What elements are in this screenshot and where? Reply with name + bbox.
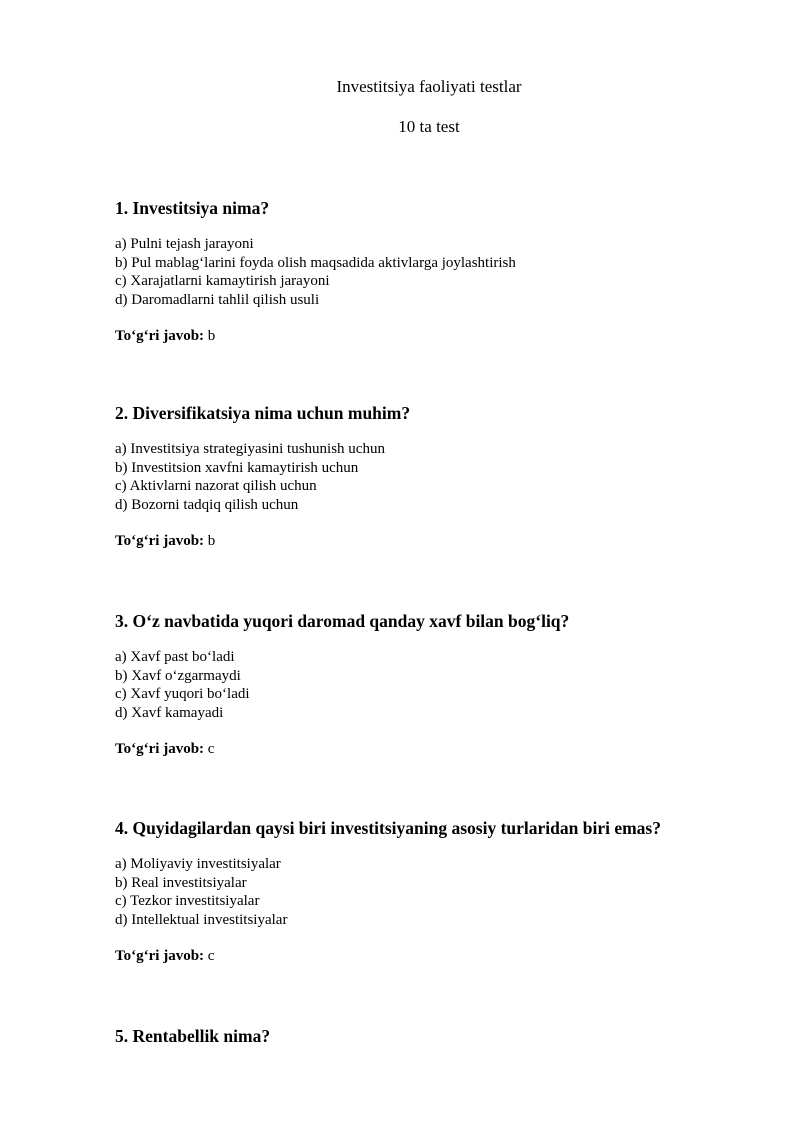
option-c: c) Aktivlarni nazorat qilish uchun [115, 478, 317, 494]
answer-value: c [207, 741, 215, 757]
option-b: b) Pul mablag‘larini foyda olish maqsadida aktivlarga joylashtirish [115, 254, 516, 271]
option-d: d) Xavf kamayadi [115, 704, 224, 721]
option-list [115, 648, 735, 722]
answer-label: To‘g‘ri javob: [115, 328, 205, 344]
question-3 [115, 610, 735, 759]
answer-label: To‘g‘ri javob: [115, 741, 205, 757]
option-a: a) Investitsiya strategiyasini tushunish uchun [115, 441, 385, 457]
answer-value: b [207, 328, 216, 344]
option-a: a) Moliyaviy investitsiyalar [115, 856, 281, 872]
question-5 [115, 1025, 735, 1047]
option-c: c) Xavf yuqori bo‘ladi [115, 686, 250, 702]
option-list [115, 440, 735, 514]
correct-answer [115, 947, 735, 966]
correct-answer [115, 327, 735, 346]
answer-value: b [207, 533, 216, 549]
option-c: c) Xarajatlarni kamaytirish jarayoni [115, 273, 330, 289]
answer-value: c [207, 948, 215, 964]
question-4 [115, 817, 735, 966]
option-d: d) Daromadlarni tahlil qilish usuli [115, 291, 320, 308]
document-title: Investitsiya faoliyati testlar [336, 77, 522, 96]
option-a: a) Xavf past bo‘ladi [115, 649, 235, 665]
question-1 [115, 197, 735, 346]
correct-answer [115, 532, 735, 551]
option-c: c) Tezkor investitsiyalar [115, 893, 260, 909]
question-title: 5. Rentabellik nima? [115, 1026, 271, 1046]
document-subtitle: 10 ta test [398, 117, 460, 136]
correct-answer [115, 740, 735, 759]
answer-label: To‘g‘ri javob: [115, 948, 205, 964]
question-2 [115, 402, 735, 551]
option-a: a) Pulni tejash jarayoni [115, 236, 254, 252]
question-title: 2. Diversifikatsiya nima uchun muhim? [115, 403, 411, 423]
option-b: b) Investitsion xavfni kamaytirish uchun [115, 459, 359, 476]
option-b: b) Real investitsiyalar [115, 874, 247, 891]
option-d: d) Bozorni tadqiq qilish uchun [115, 496, 299, 513]
question-title: 3. O‘z navbatida yuqori daromad qanday xavf bilan bog‘liq? [115, 611, 570, 631]
option-b: b) Xavf o‘zgarmaydi [115, 667, 241, 684]
option-list [115, 235, 735, 309]
question-title: 4. Quyidagilardan qaysi biri investitsiyaning asosiy turlaridan biri emas? [115, 818, 661, 838]
answer-label: To‘g‘ri javob: [115, 533, 205, 549]
option-list [115, 855, 735, 929]
question-title: 1. Investitsiya nima? [115, 198, 270, 218]
option-d: d) Intellektual investitsiyalar [115, 911, 288, 928]
